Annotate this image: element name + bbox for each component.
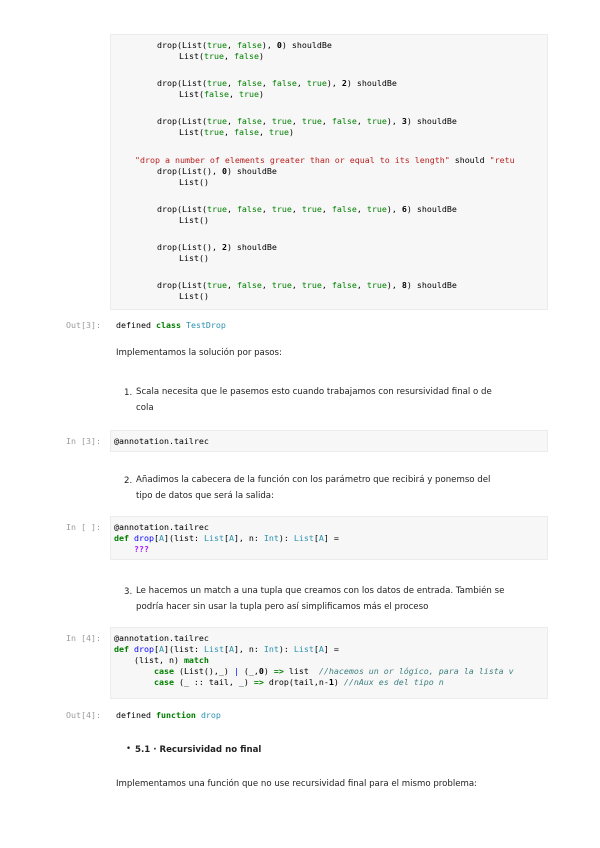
code-cell-in4[interactable] bbox=[110, 627, 548, 699]
code-line: List(true, false) bbox=[179, 51, 264, 61]
code-line: drop(List(), 2) shouldBe bbox=[157, 242, 277, 252]
output-text bbox=[116, 710, 221, 721]
code-line: drop(List(true, false, true, true, false, true), 8) shouldBe bbox=[157, 280, 457, 290]
output-prompt: Out[3]: bbox=[66, 320, 101, 330]
code-line: drop(List(true, false, true, true, false, true), 6) shouldBe bbox=[157, 204, 457, 214]
input-prompt: In [3]: bbox=[66, 436, 101, 446]
code-line: ??? bbox=[133, 544, 149, 554]
bullet-icon: • bbox=[126, 744, 132, 754]
code-line: case (_ :: tail, _) => drop(tail,n-1) //nAux es del tipo n bbox=[153, 677, 444, 687]
code-comment: //hacemos un or lógico, para la lista v bbox=[318, 666, 514, 676]
list-item-text: Scala necesita que le pasemos esto cuando trabajamos con resursividad final o de bbox=[136, 387, 492, 397]
list-number: 3. bbox=[124, 587, 133, 597]
input-prompt: In [4]: bbox=[66, 633, 101, 643]
code-cell-top[interactable] bbox=[110, 34, 548, 310]
code-line: drop(List(true, false, true, true, false, true), 3) shouldBe bbox=[157, 116, 457, 126]
list-item-text: cola bbox=[136, 403, 154, 413]
paragraph: Implementamos la solución por pasos: bbox=[116, 348, 282, 358]
list-item-text: podría hacer sin usar la tupla pero así simplificamos más el proceso bbox=[136, 602, 429, 612]
code-line: drop(List(), 0) shouldBe bbox=[157, 166, 277, 176]
code-line: "drop a number of elements greater than or equal to its length" should "retu bbox=[135, 155, 515, 165]
code-comment: //nAux es del tipo n bbox=[343, 677, 444, 687]
code-line: @annotation.tailrec bbox=[114, 436, 209, 446]
code-line: drop(List(true, false, false, true), 2) shouldBe bbox=[157, 78, 397, 88]
code-line: List() bbox=[179, 253, 209, 263]
code-line: def drop[A](list: List[A], n: Int): List[A] = bbox=[114, 533, 339, 543]
output-keyword: function bbox=[155, 710, 196, 720]
code-line: List(false, true) bbox=[179, 89, 264, 99]
code-line: List(true, false, true) bbox=[179, 127, 294, 137]
output-keyword: class bbox=[155, 320, 181, 330]
code-line: case (List(),_) | (_,0) => list //hacemos un or lógico, para la lista v bbox=[153, 666, 514, 676]
code-line: drop(List(true, false), 0) shouldBe bbox=[157, 40, 332, 50]
code-line: @annotation.tailrec bbox=[114, 633, 209, 643]
code-line: (list, n) match bbox=[114, 655, 209, 665]
output-name: TestDrop bbox=[185, 320, 226, 330]
section-item: 5.1 · Recursividad no final bbox=[135, 745, 262, 755]
input-prompt: In [ ]: bbox=[66, 522, 101, 532]
code-line: def drop[A](list: List[A], n: Int): List[A] = bbox=[114, 644, 339, 654]
list-number: 2. bbox=[124, 476, 133, 486]
list-item-text: Añadimos la cabecera de la función con los parámetro que recibirá y ponemso del bbox=[136, 475, 491, 485]
list-item-text: Le hacemos un match a una tupla que creamos con los datos de entrada. También se bbox=[136, 586, 505, 596]
code-line: @annotation.tailrec bbox=[114, 522, 209, 532]
output-text bbox=[116, 320, 226, 331]
code-line: List() bbox=[179, 291, 209, 301]
paragraph: Implementamos una función que no use recursividad final para el mismo problema: bbox=[116, 779, 478, 789]
code-cell-in3[interactable] bbox=[110, 430, 548, 452]
output-name: drop bbox=[200, 710, 221, 720]
list-number: 1. bbox=[124, 388, 133, 398]
output-prefix: defined bbox=[116, 710, 151, 720]
code-line: List() bbox=[179, 215, 209, 225]
list-item-text: tipo de datos que será la salida: bbox=[136, 491, 274, 501]
code-cell-in-blank[interactable] bbox=[110, 516, 548, 560]
output-prefix: defined bbox=[116, 320, 151, 330]
output-prompt: Out[4]: bbox=[66, 710, 101, 720]
code-line: List() bbox=[179, 177, 209, 187]
